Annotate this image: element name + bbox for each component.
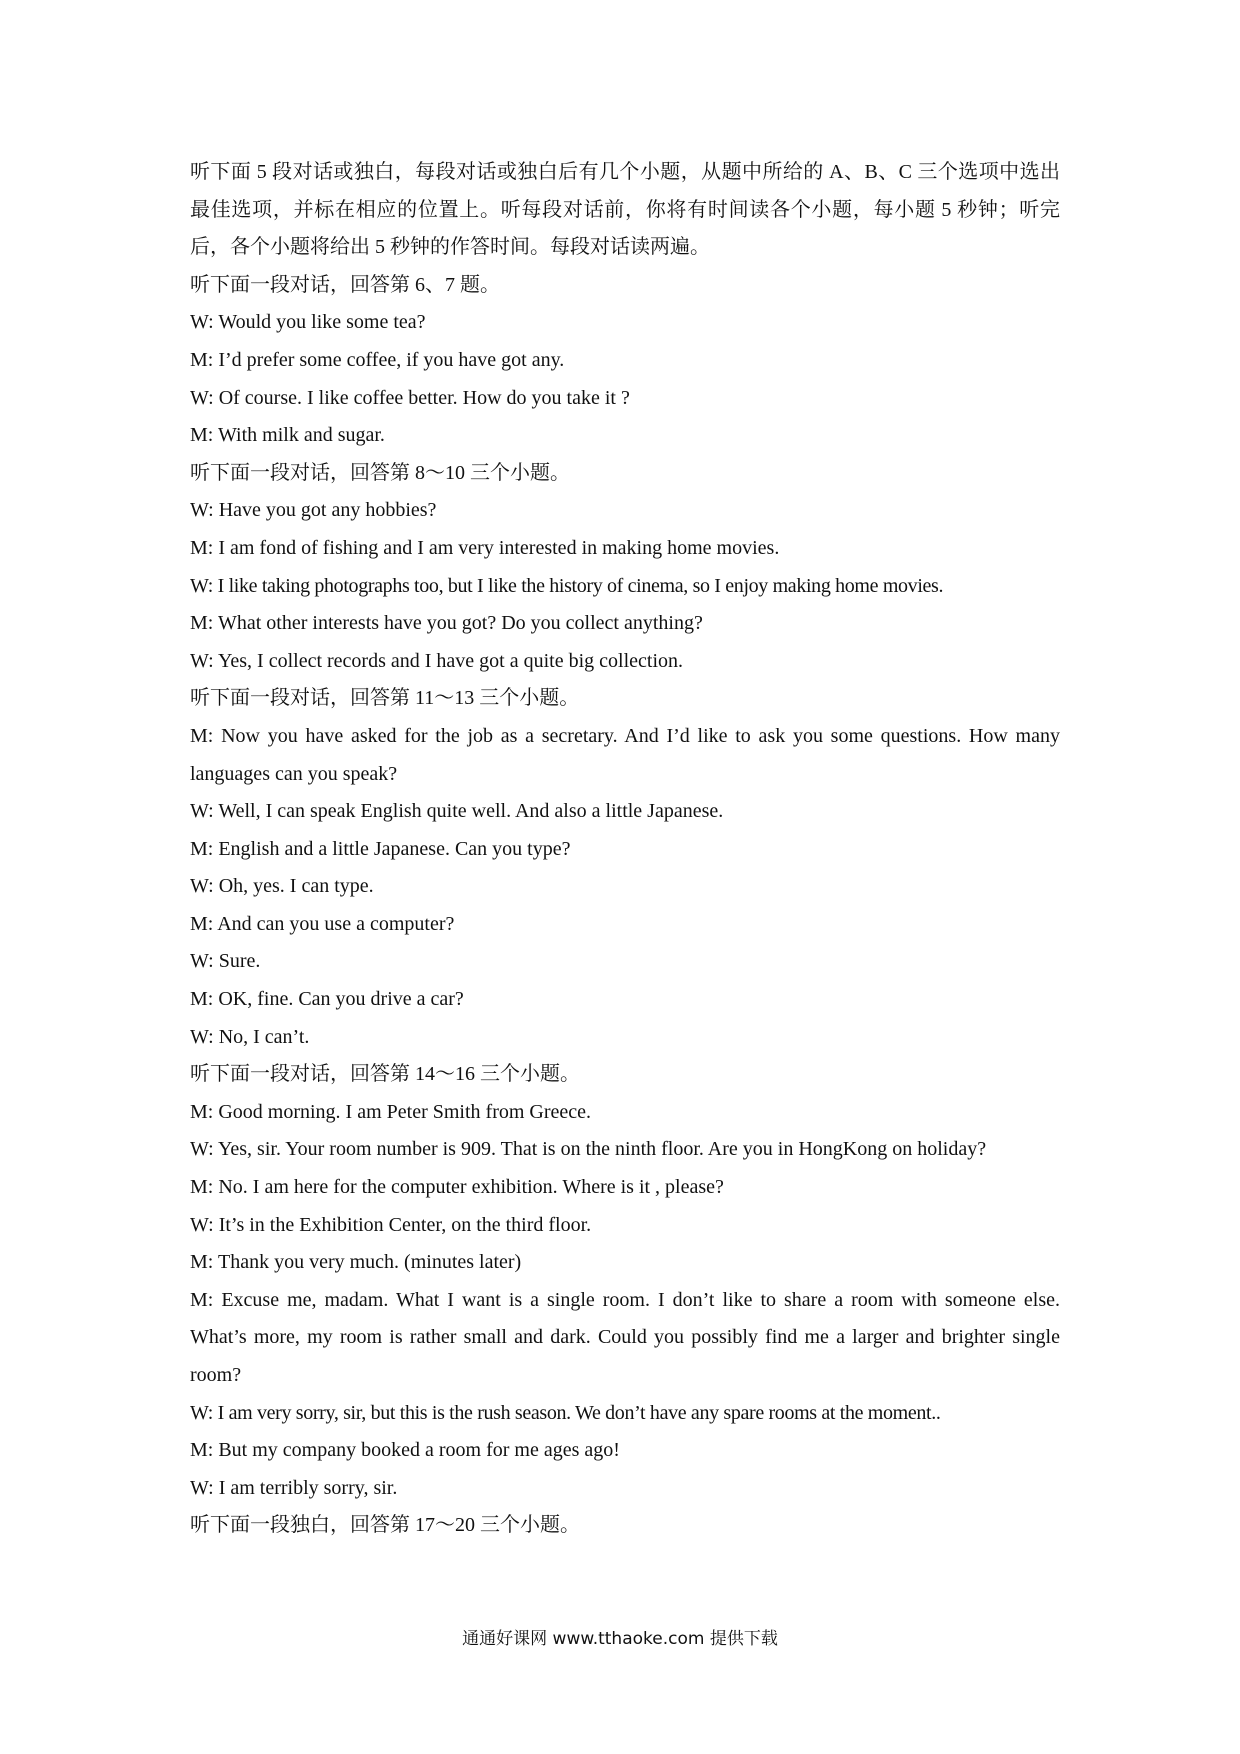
dialogue-line: M: OK, fine. Can you drive a car? — [190, 988, 464, 1011]
dialogue-line: W: Oh, yes. I can type. — [190, 875, 374, 898]
dialogue-line: W: I am terribly sorry, sir. — [190, 1476, 398, 1499]
dialogue-line: W: Sure. — [190, 950, 261, 973]
dialogue-line: M: Thank you very much. (minutes later) — [190, 1251, 522, 1274]
dialogue-line: M: Good morning. I am Peter Smith from Greece. — [190, 1100, 592, 1123]
section-heading: 听下面一段对话，回答第 8～10 三个小题。 — [190, 461, 570, 484]
dialogue-line: W: Well, I can speak English quite well. And also a little Japanese. — [190, 800, 724, 823]
dialogue-line: W: Have you got any hobbies? — [190, 499, 437, 522]
dialogue-line: M: What other interests have you got? Do you collect anything? — [190, 612, 703, 635]
dialogue-line: M: I am fond of fishing and I am very interested in making home movies. — [190, 536, 780, 559]
section-heading: 听下面一段独白，回答第 17～20 三个小题。 — [190, 1514, 580, 1537]
dialogue-line: W: Yes, sir. Your room number is 909. That is on the ninth floor. Are you in HongKong on holiday? — [190, 1138, 987, 1161]
dialogue-line: W: Would you like some tea? — [190, 311, 426, 334]
section-heading: 听下面一段对话，回答第 11～13 三个小题。 — [190, 687, 580, 710]
dialogue-line: W: I am very sorry, sir, but this is the rush season. We don’t have any spare rooms at the moment.. — [190, 1401, 941, 1424]
dialogue-line: M: I’d prefer some coffee, if you have got any. — [190, 348, 565, 371]
dialogue-line: M: And can you use a computer? — [190, 912, 455, 935]
dialogue-line: W: No, I can’t. — [190, 1025, 310, 1048]
document-body — [190, 154, 1060, 1545]
dialogue-line: W: Of course. I like coffee better. How do you take it ? — [190, 386, 630, 409]
dialogue-line: M: Excuse me, madam. What I want is a single room. I don’t like to share a room with someone else. What’s more, my room is rather small and dark. Could you possibly find me a larger and brighter single room? — [190, 1288, 1060, 1386]
dialogue-line: W: It’s in the Exhibition Center, on the third floor. — [190, 1213, 592, 1236]
section-heading: 听下面一段对话，回答第 14～16 三个小题。 — [190, 1063, 580, 1086]
instructions-paragraph: 听下面 5 段对话或独白，每段对话或独白后有几个小题，从题中所给的 A、B、C 三个选项中选出最佳选项，并标在相应的位置上。听每段对话前，你将有时间读各个小题，每小题 5 秒钟；听完后，各个小题将给出 5 秒钟的作答时间。每段对话读两遍。 — [190, 161, 1060, 259]
dialogue-line: M: With milk and sugar. — [190, 424, 385, 447]
dialogue-line: W: Yes, I collect records and I have got a quite big collection. — [190, 649, 683, 672]
dialogue-line: M: No. I am here for the computer exhibition. Where is it , please? — [190, 1176, 724, 1199]
section-heading: 听下面一段对话，回答第 6、7 题。 — [190, 273, 500, 296]
dialogue-line: M: But my company booked a room for me ages ago! — [190, 1439, 620, 1462]
footer-watermark: 通通好课网 www.tthaoke.com 提供下载 — [462, 1629, 778, 1649]
dialogue-line: M: English and a little Japanese. Can you type? — [190, 837, 571, 860]
dialogue-line: M: Now you have asked for the job as a secretary. And I’d like to ask you some questions. How many languages can you speak? — [190, 724, 1060, 785]
dialogue-line: W: I like taking photographs too, but I like the history of cinema, so I enjoy making home movies. — [190, 574, 944, 597]
